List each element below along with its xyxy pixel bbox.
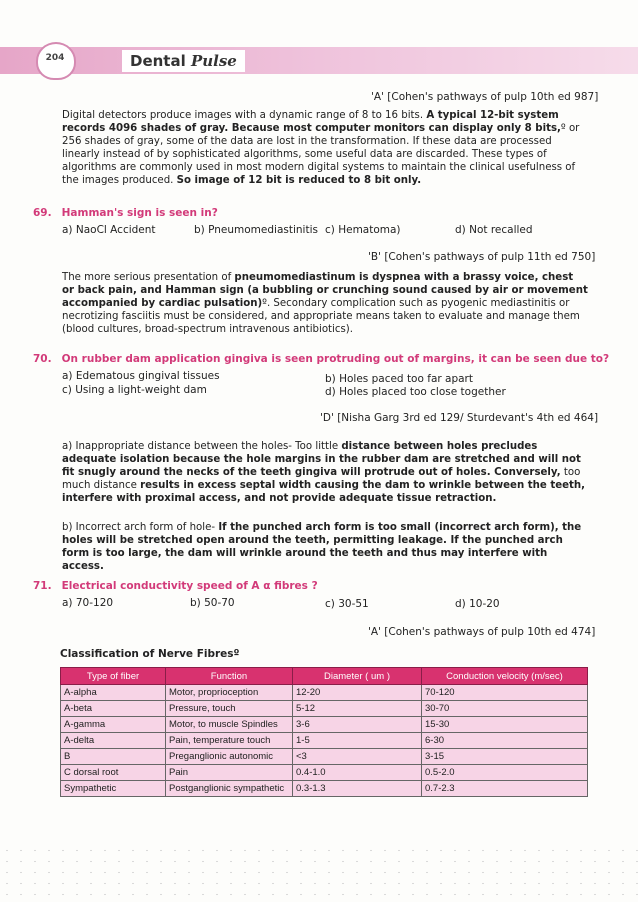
table-row	[61, 717, 588, 733]
table-cell: 0.4-1.0	[293, 765, 422, 781]
table-row	[61, 733, 588, 749]
header-band	[0, 47, 638, 74]
q70-option-b: b) Holes paced too far apart	[325, 373, 473, 385]
question-71: 71. Electrical conductivity speed of A α fibres ?	[33, 580, 318, 592]
question-69: 69. Hamman's sign is seen in?	[33, 207, 218, 219]
column-header: Conduction velocity (m/sec)	[422, 668, 588, 685]
table-cell: A-delta	[61, 733, 166, 749]
table-row	[61, 781, 588, 797]
q71-option-d: d) 10-20	[455, 598, 500, 610]
table-header-row	[61, 668, 588, 685]
column-header: Function	[166, 668, 293, 685]
table-cell: A-gamma	[61, 717, 166, 733]
table-cell: 70-120	[422, 685, 588, 701]
page-number: 204	[45, 53, 65, 63]
q69-reference: 'B' [Cohen's pathways of pulp 11th ed 750]	[368, 251, 596, 263]
q69-option-b: b) Pneumomediastinitis	[194, 224, 318, 236]
table-row	[61, 685, 588, 701]
q71-option-c: c) 30-51	[325, 598, 369, 610]
q70-option-c: c) Using a light-weight dam	[62, 384, 207, 396]
table-row	[61, 765, 588, 781]
q71-option-b: b) 50-70	[190, 597, 235, 609]
table-cell: B	[61, 749, 166, 765]
table-cell: 12-20	[293, 685, 422, 701]
explanation-a: a) Inappropriate distance between the holes- Too little distance between holes precludes adequate isolation because the hole margins in the rubber dam are stretched and will not fit snugly around the necks of the teeth gingiva will protrude out of holes. Conversely, too much distance results in excess septal width causing the dam to wrinkle between the teeth, interfere with proximal access, and not provide adequate tissue retraction.	[62, 441, 586, 504]
nerve-fibre-table	[60, 667, 588, 797]
q69-option-a: a) NaoCl Accident	[62, 224, 156, 236]
q69-option-d: d) Not recalled	[455, 224, 533, 236]
table-cell: A-alpha	[61, 685, 166, 701]
q70-option-d: d) Holes placed too close together	[325, 386, 506, 398]
table-cell: <3	[293, 749, 422, 765]
table-cell: 6-30	[422, 733, 588, 749]
reference-top: 'A' [Cohen's pathways of pulp 10th ed 987]	[371, 91, 599, 103]
explanation-b: b) Incorrect arch form of hole- If the punched arch form is too small (incorrect arch form), the holes will be stretched open around the teeth, permitting leakage. If the punched arch form is too large, the dam will wrinkle around the teeth and thus may interfere with access.	[62, 522, 582, 572]
digital-detector-paragraph: Digital detectors produce images with a dynamic range of 8 to 16 bits. A typical 12-bit system records 4096 shades of gray. Because most computer monitors can display only 8 bits,º or 256 shades of gray, some of the data are lost in the transformation. If these data are processed linearly instead of by sophisticated algorithms, some useful data are discarded. These types of algorithms are commonly used in most modern digital systems to maintain the clinical usefulness of the images produced. So image of 12 bit is reduced to 8 bit only.	[62, 110, 580, 186]
table-caption: Classification of Nerve Fibresº	[60, 648, 240, 660]
table-cell: 0.5-2.0	[422, 765, 588, 781]
hamman-paragraph: The more serious presentation of pneumomediastinum is dyspnea with a brassy voice, chest or back pain, and Hamman sign (a bubbling or crunching sound caused by air or movement accompanied by cardiac pulsation)º. Secondary complication such as pyogenic mediastinitis or necrotizing fasciitis must be considered, and appropriate means taken to evaluate and manage them (blood cultures, broad-spectrum intravenous antibiotics).	[62, 272, 588, 335]
table-cell: C dorsal root	[61, 765, 166, 781]
table-cell: Sympathetic	[61, 781, 166, 797]
table-row	[61, 749, 588, 765]
q70-reference: 'D' [Nisha Garg 3rd ed 129/ Sturdevant's 4th ed 464]	[320, 412, 599, 424]
table-cell: 5-12	[293, 701, 422, 717]
question-70: 70. On rubber dam application gingiva is seen protruding out of margins, it can be seen due to?	[33, 353, 610, 365]
table-cell: Pain	[166, 765, 293, 781]
table-cell: 15-30	[422, 717, 588, 733]
q71-option-a: a) 70-120	[62, 597, 114, 609]
table-cell: 3-15	[422, 749, 588, 765]
table-cell: 0.7-2.3	[422, 781, 588, 797]
q69-option-c: c) Hematoma)	[325, 224, 401, 236]
table-cell: Postganglionic sympathetic	[166, 781, 293, 797]
table-cell: 30-70	[422, 701, 588, 717]
decorative-dot-pattern	[0, 845, 638, 902]
table-cell: 3-6	[293, 717, 422, 733]
column-header: Type of fiber	[61, 668, 166, 685]
table-cell: A-beta	[61, 701, 166, 717]
table-row	[61, 701, 588, 717]
table-cell: 1-5	[293, 733, 422, 749]
q70-option-a: a) Edematous gingival tissues	[62, 370, 220, 382]
table-cell: Pressure, touch	[166, 701, 293, 717]
column-header: Diameter ( um )	[293, 668, 422, 685]
q71-reference: 'A' [Cohen's pathways of pulp 10th ed 474]	[368, 626, 596, 638]
table-cell: Motor, proprioception	[166, 685, 293, 701]
table-cell: Motor, to muscle Spindles	[166, 717, 293, 733]
table-cell: Pain, temperature touch	[166, 733, 293, 749]
table-cell: Preganglionic autonomic	[166, 749, 293, 765]
page-title: Dental Pulse	[122, 50, 245, 72]
table-cell: 0.3-1.3	[293, 781, 422, 797]
